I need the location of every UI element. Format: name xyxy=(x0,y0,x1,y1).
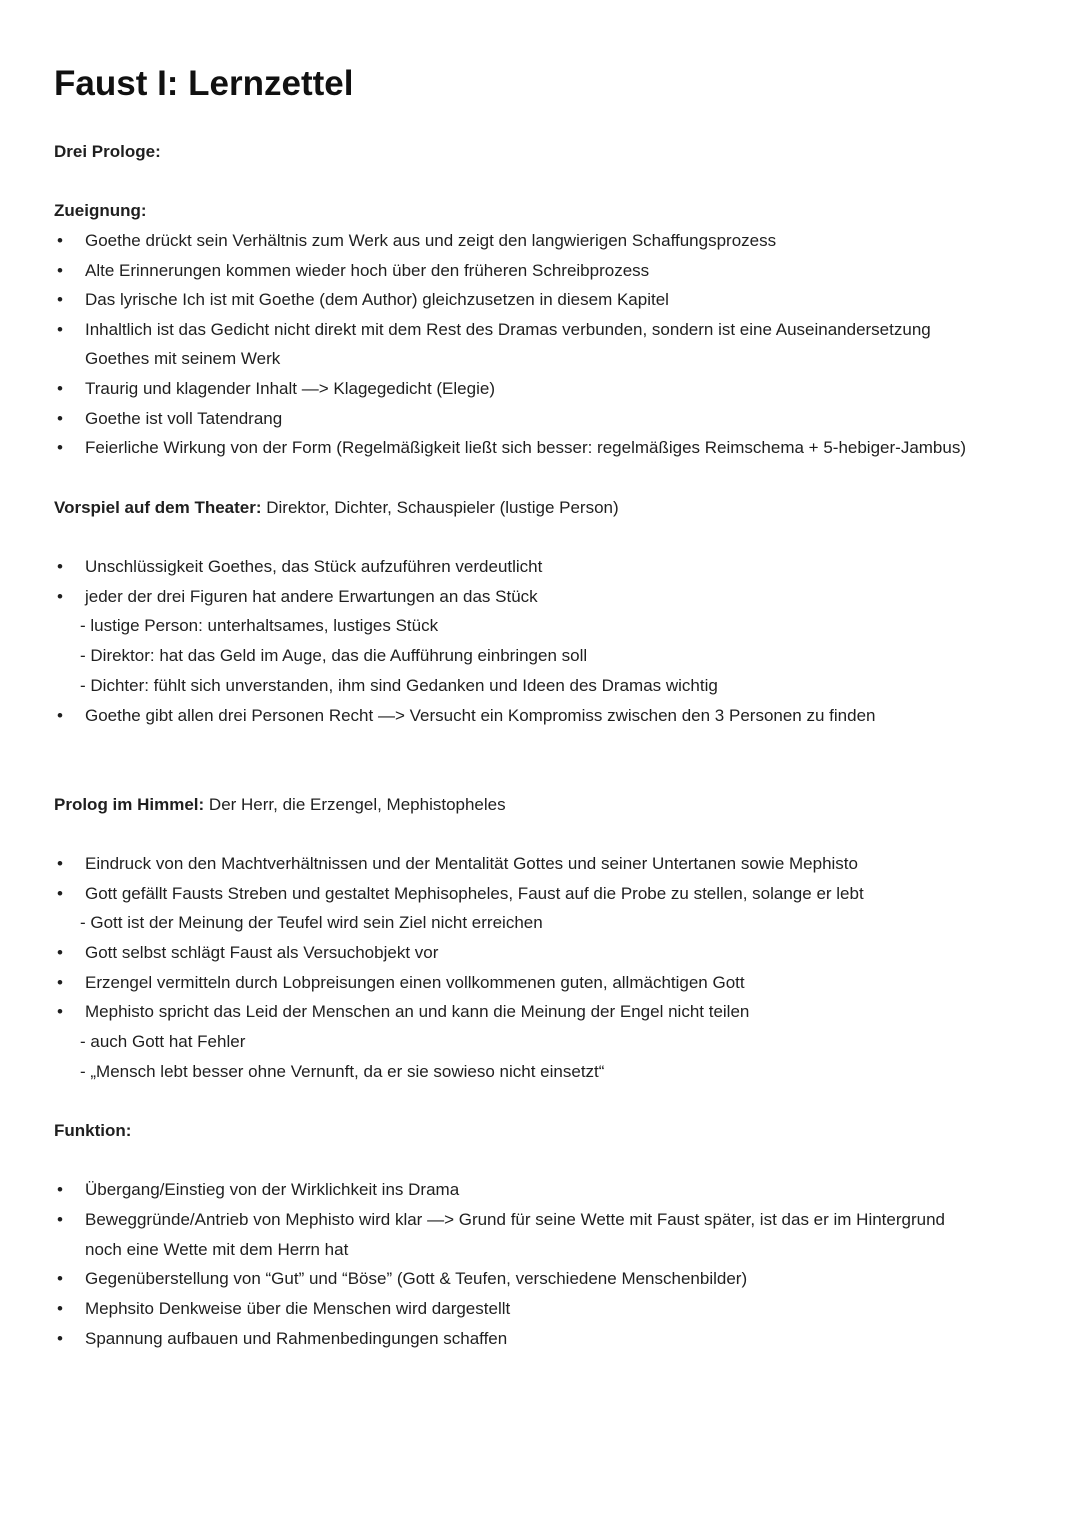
list-item-text: Gott gefällt Fausts Streben und gestaltet Mephisopheles, Faust auf die Probe zu stellen, solange er lebt xyxy=(85,884,864,903)
bullet-icon: • xyxy=(57,557,63,576)
vorspiel-heading xyxy=(54,496,619,520)
bullet-icon: • xyxy=(57,231,63,250)
list-item-text: jeder der drei Figuren hat andere Erwartungen an das Stück xyxy=(85,587,538,606)
page-title: Faust I: Lernzettel xyxy=(54,64,354,103)
list-item-text: Das lyrische Ich ist mit Goethe (dem Author) gleichzusetzen in diesem Kapitel xyxy=(85,290,669,309)
sub-item: - „Mensch lebt besser ohne Vernunft, da er sie sowieso nicht einsetzt“ xyxy=(80,1062,605,1081)
sub-item: - auch Gott hat Fehler xyxy=(80,1032,246,1051)
bullet-icon: • xyxy=(57,409,63,428)
list-item-continuation: noch eine Wette mit dem Herrn hat xyxy=(85,1240,349,1259)
list-item-text: Übergang/Einstieg von der Wirklichkeit ins Drama xyxy=(85,1180,460,1199)
prolog-heading xyxy=(54,793,506,817)
bullet-icon: • xyxy=(57,973,63,992)
bullet-icon: • xyxy=(57,943,63,962)
prolog-heading-characters: Der Herr, die Erzengel, Mephistopheles xyxy=(204,795,506,814)
vorspiel-heading-characters: Direktor, Dichter, Schauspieler (lustige Person) xyxy=(261,498,619,517)
funktion-heading: Funktion: xyxy=(54,1121,132,1140)
bullet-icon: • xyxy=(57,884,63,903)
vorspiel-heading-label: Vorspiel auf dem Theater: xyxy=(54,498,262,517)
list-item-text: Mephisto spricht das Leid der Menschen an und kann die Meinung der Engel nicht teilen xyxy=(85,1002,750,1021)
bullet-icon: • xyxy=(57,587,63,606)
list-item-text: Beweggründe/Antrieb von Mephisto wird klar —> Grund für seine Wette mit Faust später, ist das er im Hintergrund xyxy=(85,1210,945,1229)
list-item-text: Traurig und klagender Inhalt —> Klagegedicht (Elegie) xyxy=(85,379,495,398)
list-item-text: Unschlüssigkeit Goethes, das Stück aufzuführen verdeutlicht xyxy=(85,557,543,576)
list-item-text: Alte Erinnerungen kommen wieder hoch über den früheren Schreibprozess xyxy=(85,261,650,280)
bullet-icon: • xyxy=(57,1180,63,1199)
prolog-heading-label: Prolog im Himmel: xyxy=(54,795,205,814)
list-item-text: Inhaltlich ist das Gedicht nicht direkt mit dem Rest des Dramas verbunden, sondern ist eine Auseinandersetzung xyxy=(85,320,931,339)
bullet-icon: • xyxy=(57,379,63,398)
list-item-text: Gegenüberstellung von “Gut” und “Böse” (Gott & Teufen, verschiedene Menschenbilder) xyxy=(85,1269,748,1288)
list-item-text: Erzengel vermitteln durch Lobpreisungen einen vollkommenen guten, allmächtigen Gott xyxy=(85,973,745,992)
bullet-icon: • xyxy=(57,854,63,873)
sub-item: - Direktor: hat das Geld im Auge, das die Aufführung einbringen soll xyxy=(80,646,588,665)
list-item-text: Feierliche Wirkung von der Form (Regelmäßigkeit ließt sich besser: regelmäßiges Reimschema + 5-hebiger-Jambus) xyxy=(85,438,967,457)
bullet-icon: • xyxy=(57,1002,63,1021)
sub-item: - Gott ist der Meinung der Teufel wird sein Ziel nicht erreichen xyxy=(80,913,543,932)
sub-item: - lustige Person: unterhaltsames, lustiges Stück xyxy=(80,616,439,635)
bullet-icon: • xyxy=(57,438,63,457)
bullet-icon: • xyxy=(57,706,63,725)
sub-item: - Dichter: fühlt sich unverstanden, ihm sind Gedanken und Ideen des Dramas wichtig xyxy=(80,676,718,695)
list-item-text: Gott selbst schlägt Faust als Versuchobjekt vor xyxy=(85,943,439,962)
list-item-text: Mephsito Denkweise über die Menschen wird dargestellt xyxy=(85,1299,511,1318)
bullet-icon: • xyxy=(57,1299,63,1318)
bullet-icon: • xyxy=(57,1329,63,1348)
list-item-text: Spannung aufbauen und Rahmenbedingungen schaffen xyxy=(85,1329,508,1348)
list-item-text: Eindruck von den Machtverhältnissen und der Mentalität Gottes und seiner Untertanen sowie Mephisto xyxy=(85,854,858,873)
list-item-text: Goethe gibt allen drei Personen Recht —> Versucht ein Kompromiss zwischen den 3 Personen zu finden xyxy=(85,706,876,725)
bullet-icon: • xyxy=(57,320,63,339)
bullet-icon: • xyxy=(57,1269,63,1288)
zueignung-heading: Zueignung: xyxy=(54,201,147,220)
bullet-icon: • xyxy=(57,261,63,280)
list-item-text: Goethe drückt sein Verhältnis zum Werk aus und zeigt den langwierigen Schaffungsprozess xyxy=(85,231,777,250)
drei-prologe-heading: Drei Prologe: xyxy=(54,142,161,161)
list-item-continuation: Goethes mit seinem Werk xyxy=(85,349,281,368)
list-item-text: Goethe ist voll Tatendrang xyxy=(85,409,283,428)
bullet-icon: • xyxy=(57,290,63,309)
bullet-icon: • xyxy=(57,1210,63,1229)
